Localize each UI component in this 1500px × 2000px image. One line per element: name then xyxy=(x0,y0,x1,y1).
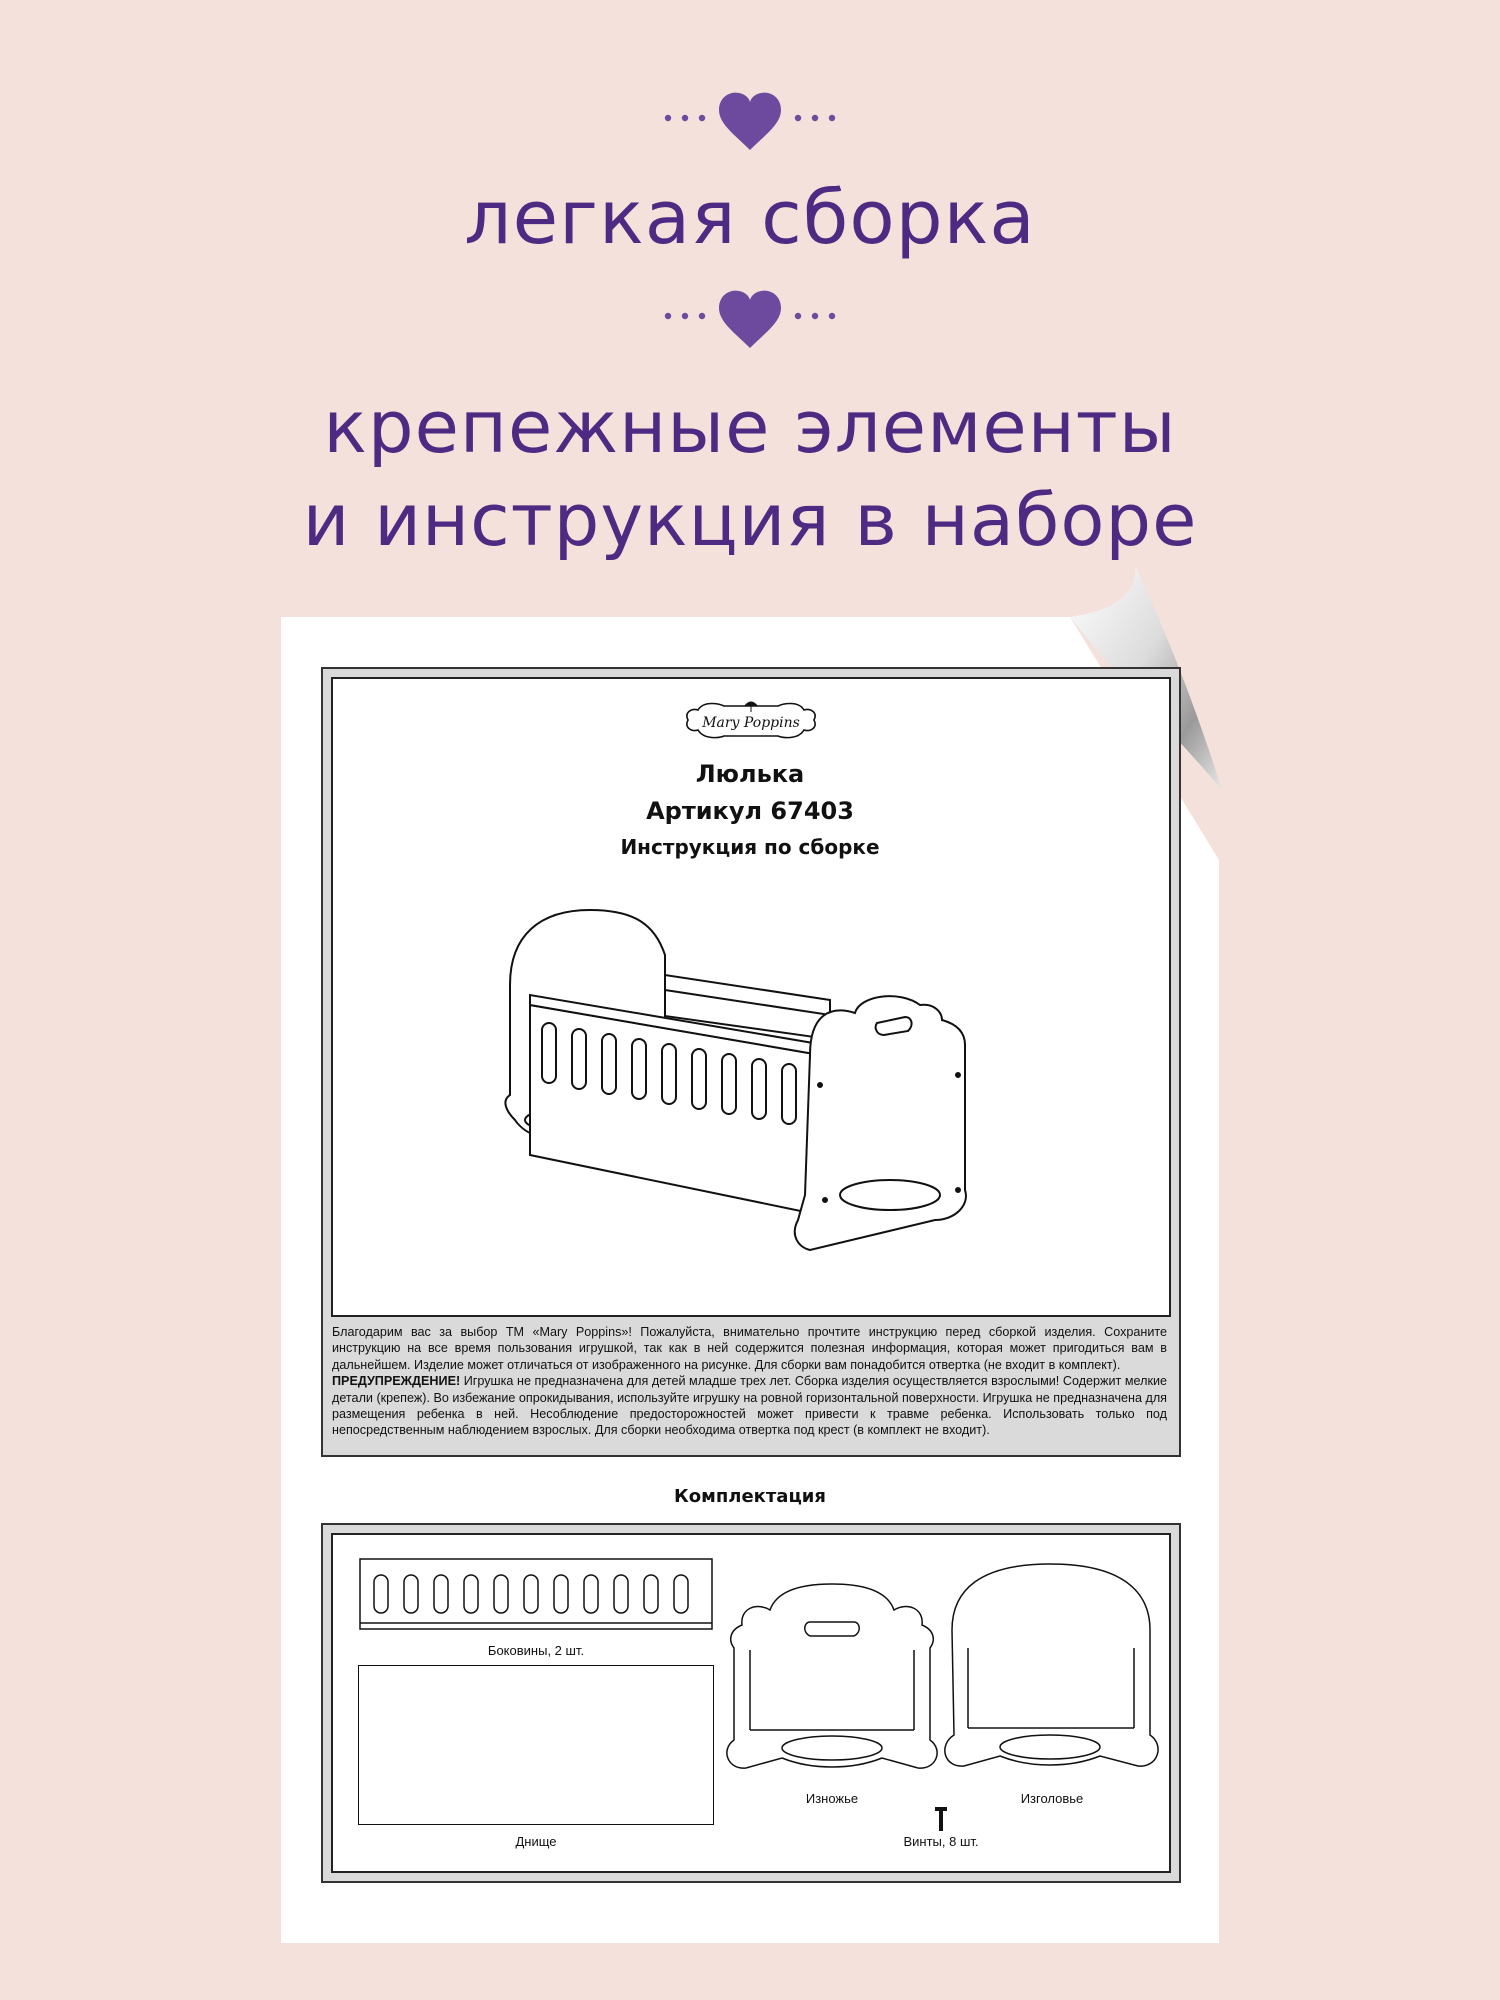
warning-text: Игрушка не предназначена для детей младше трех лет. Сборка изделия осуществляется взрослыми! Содержит мелкие детали (крепеж). Во избежание опрокидывания, используйте игрушку на ровной горизонтальной поверхности. Игрушка не предназначена для размещения ребенка в ней. Несоблюдение предосторожностей может привести к травме ребенка. Использовать только под непосредственным наблюдением взрослых. Для сборки необходима отвертка под крест (в комплект не входит). xyxy=(332,1374,1167,1438)
caption-sides: Боковины, 2 шт. xyxy=(487,1643,585,1658)
heart-divider-middle xyxy=(0,290,1500,360)
article-number: Артикул 67403 xyxy=(646,797,854,825)
brand-name: Mary Poppins xyxy=(702,715,800,731)
heart-icon xyxy=(719,93,781,150)
headline-easy-assembly: легкая сборка xyxy=(464,175,1036,261)
safety-notice xyxy=(332,1324,1167,1439)
side-panel-drawing xyxy=(358,1557,714,1637)
headline-fasteners: крепежные элементы xyxy=(323,385,1177,469)
footboard-drawing xyxy=(722,1580,942,1780)
headline-instruction-included: и инструкция в наборе xyxy=(302,478,1198,562)
caption-bottom: Днище xyxy=(515,1834,557,1849)
product-title: Люлька xyxy=(695,760,805,788)
caption-headboard: Изголовье xyxy=(1020,1791,1084,1806)
notice-text: Благодарим вас за выбор ТМ «Mary Poppins»! Пожалуйста, внимательно прочтите инструкцию перед сборкой изделия. Сохраните инструкцию на все время пользования игрушкой, так как в ней содержится полезная информация, которая может пригодиться вам в дальнейшем. Изделие может отличаться от изображенного на рисунке. Для сборки вам понадобится отвертка (не входит в комплект). xyxy=(332,1325,1167,1372)
heart-divider-top xyxy=(0,90,1500,160)
caption-screws: Винты, 8 шт. xyxy=(903,1834,979,1849)
mary-poppins-logo xyxy=(676,692,826,752)
instruction-subtitle: Инструкция по сборке xyxy=(620,835,880,859)
bottom-panel-drawing xyxy=(358,1665,714,1825)
headboard-drawing xyxy=(940,1560,1165,1780)
caption-footboard: Изножье xyxy=(805,1791,859,1806)
cradle-illustration xyxy=(480,895,1000,1275)
heart-icon xyxy=(719,291,781,348)
kit-title: Комплектация xyxy=(674,1486,826,1507)
warning-label: ПРЕДУПРЕЖДЕНИЕ! xyxy=(332,1374,461,1389)
screw-icon xyxy=(934,1806,948,1834)
